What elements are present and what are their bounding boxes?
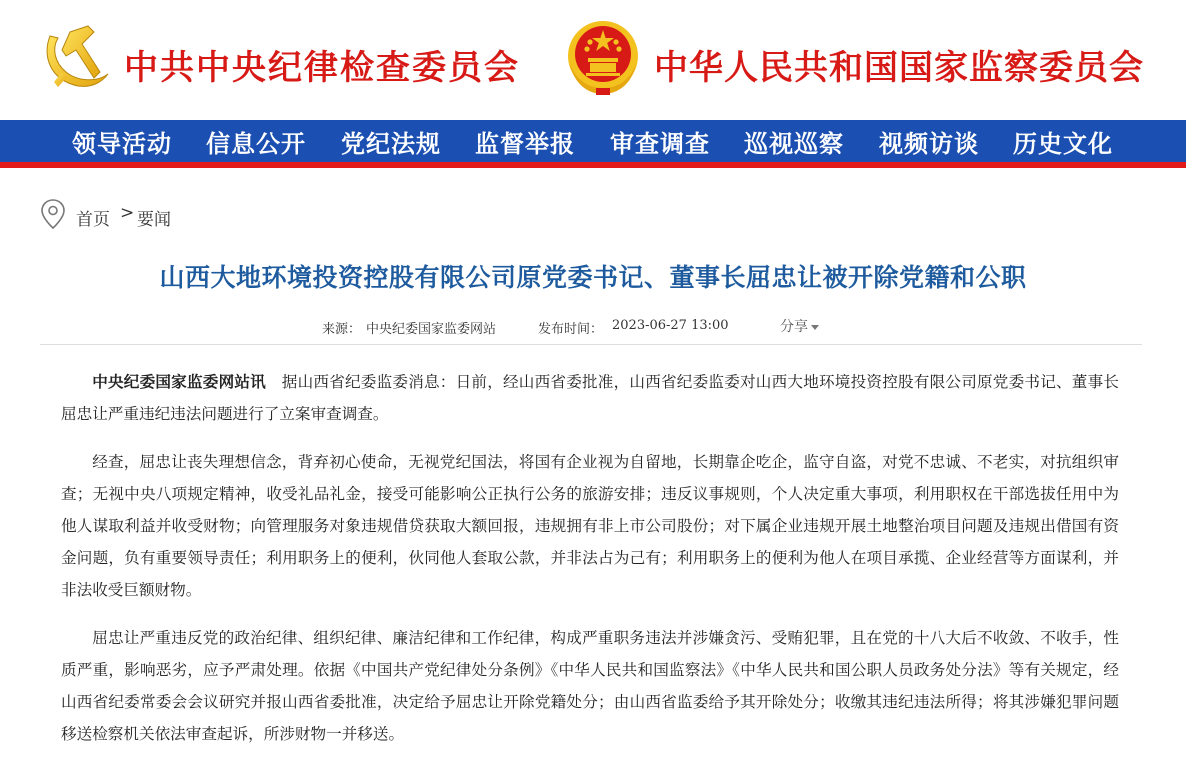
breadcrumb-separator: > xyxy=(120,203,135,223)
nav-item-investigation[interactable]: 审查调查 xyxy=(610,129,710,158)
article-paragraph xyxy=(61,366,1119,430)
article-title: 山西大地环境投资控股有限公司原党委书记、董事长屈忠让被开除党籍和公职 xyxy=(159,263,1027,292)
cpc-commission-title[interactable]: 中共中央纪律检查委员会 xyxy=(124,48,520,88)
nav-item-leadership[interactable]: 领导活动 xyxy=(72,129,172,158)
nav-item-reporting[interactable]: 监督举报 xyxy=(475,129,575,158)
chevron-down-icon xyxy=(811,325,819,330)
nav-item-history[interactable]: 历史文化 xyxy=(1013,129,1113,158)
share-dropdown[interactable] xyxy=(780,316,819,336)
nav-item-inspection[interactable]: 巡视巡察 xyxy=(744,129,844,158)
state-commission-title[interactable]: 中华人民共和国国家监察委员会 xyxy=(654,48,1144,88)
site-header xyxy=(0,0,1186,158)
article-paragraph-text: 屈忠让严重违反党的政治纪律、组织纪律、廉洁纪律和工作纪律，构成严重职务违法并涉嫌贪污、受贿犯罪，且在党的十八大后不收敛、不收手，性质严重，影响恶劣，应予严肃处理。依据《中国共产党纪律处分条例》《中华人民共和国监察法》《中华人民共和国公职人员政务处分法》等有关规定，经山西省纪委常委会会议研究并报山西省委批准，决定给予屈忠让开除党籍处分；由山西省监委给予其开除处分；收缴其违纪违法所得；将其涉嫌犯罪问题移送检察机关依法审查起诉，所涉财物一并移送。 xyxy=(61,629,1119,743)
divider xyxy=(40,344,1142,345)
publish-time-label: 发布时间： xyxy=(538,322,604,337)
article-body xyxy=(61,366,1119,766)
main-nav xyxy=(0,120,1186,168)
source-label: 来源： xyxy=(322,322,362,337)
publish-time-value: 2023-06-27 13:00 xyxy=(612,318,729,333)
article-paragraph-text: 据山西省纪委监委消息：日前，经山西省委批准，山西省纪委监委对山西大地环境投资控股有限公司原党委书记、董事长屈忠让严重违纪违法问题进行了立案审查调查。 xyxy=(61,373,1119,423)
location-pin-icon xyxy=(40,198,66,230)
party-emblem-icon[interactable] xyxy=(40,22,112,94)
nav-item-regulations[interactable]: 党纪法规 xyxy=(341,129,441,158)
breadcrumb-home-link[interactable]: 首页 xyxy=(76,210,110,230)
article-lead: 中央纪委国家监委网站讯 xyxy=(92,373,266,391)
nav-item-disclosure[interactable]: 信息公开 xyxy=(206,129,306,158)
nav-item-video[interactable]: 视频访谈 xyxy=(879,129,979,158)
share-label: 分享 xyxy=(780,319,808,335)
national-emblem-icon[interactable] xyxy=(566,20,640,96)
article-paragraph-text: 经查，屈忠让丧失理想信念，背弃初心使命，无视党纪国法，将国有企业视为自留地，长期靠企吃企，监守自盗，对党不忠诚、不老实，对抗组织审查；无视中央八项规定精神，收受礼品礼金，接受可能影响公正执行公务的旅游安排；违反议事规则，个人决定重大事项，利用职权在干部选拔任用中为他人谋取利益并收受财物；向管理服务对象违规借贷获取大额回报，违规拥有非上市公司股份；对下属企业违规开展土地整治项目问题及违规出借国有资金问题，负有重要领导责任；利用职务上的便利，伙同他人套取公款，并非法占为己有；利用职务上的便利为他人在项目承揽、企业经营等方面谋利，并非法收受巨额财物。 xyxy=(61,453,1119,599)
breadcrumb-current-link[interactable]: 要闻 xyxy=(137,210,171,230)
article-paragraph xyxy=(61,622,1119,750)
article-paragraph xyxy=(61,446,1119,606)
source-value: 中央纪委国家监委网站 xyxy=(366,322,497,337)
